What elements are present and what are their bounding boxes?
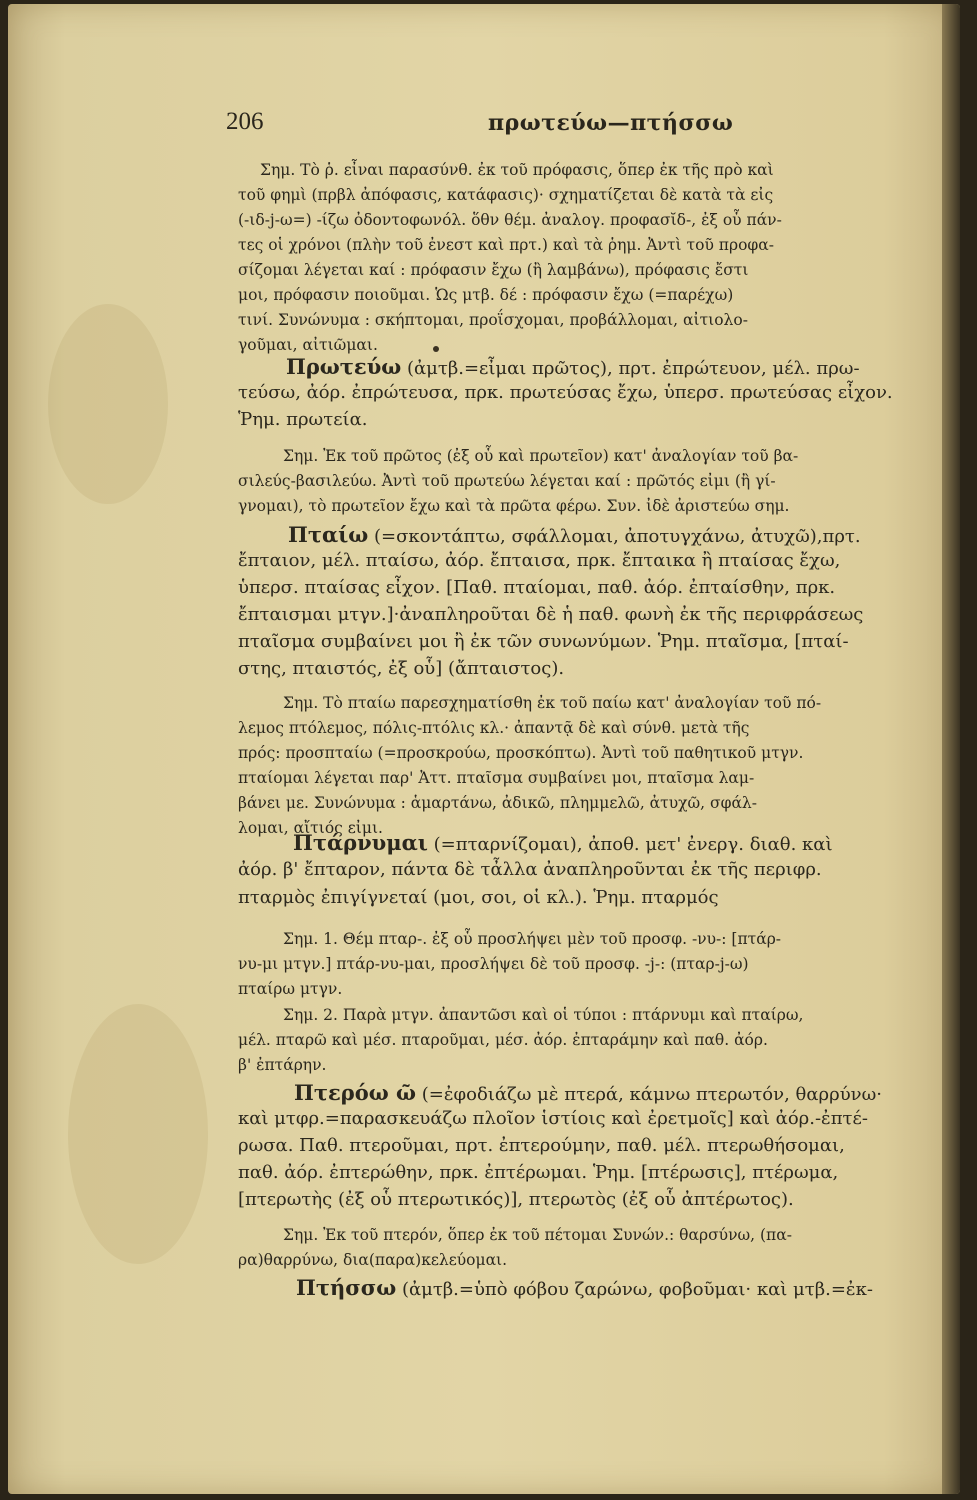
entry-first-line: [293, 830, 833, 855]
entry-first-line: [286, 354, 860, 379]
entry-line: ἔπταιον, μέλ. πταίσω, ἀόρ. ἔπταισα, πρκ. ἔπταικα ἢ πταίσας ἔχω,: [238, 550, 841, 571]
note-line: μέλ. πταρῶ καὶ μέσ. πταροῦμαι, μέσ. ἀόρ. ἐπταράμην καὶ παθ. ἀόρ.: [238, 1031, 768, 1049]
entry-definition: (=ἐφοδιάζω μὲ πτερά, κάμνω πτερωτόν, θαρρύνω·: [421, 1084, 882, 1105]
entry-lemma: Πτήσσω: [296, 1275, 397, 1300]
entry-definition: (ἀμτβ.=ὑπὸ φόβου ζαρώνω, φοβοῦμαι· καὶ μτβ.=ἐκ-: [401, 1279, 873, 1300]
entry-lemma: Πτάρνυμαι: [293, 830, 428, 855]
note-line: Σημ. 1. Θέμ πταρ-. ἐξ οὗ προσλήψει μὲν τοῦ προσφ. -νυ-: [πτάρ-: [283, 930, 782, 948]
note-line: σιλεύς-βασιλεύω. Ἀντὶ τοῦ πρωτεύω λέγεται καί : πρῶτός εἰμι (ἢ γί-: [238, 472, 776, 490]
entry-line: ὑπερσ. πταίσας εἶχον. [Παθ. πταίομαι, παθ. ἀόρ. ἐπταίσθην, πρκ.: [238, 577, 836, 598]
dictionary-body: [8, 4, 960, 1494]
note-line: τες οἱ χρόνοι (πλὴν τοῦ ἐνεστ καὶ πρτ.) καὶ τὰ ῥημ. Ἀντὶ τοῦ προφα-: [238, 236, 774, 254]
note-line: Σημ. Τὸ ῥ. εἶναι παρασύνθ. ἐκ τοῦ πρόφασις, ὅπερ ἐκ τῆς πρὸ καὶ: [260, 161, 774, 179]
note-line: πταίρω μτγν.: [238, 980, 343, 998]
note-line: Σημ. Τὸ πταίω παρεσχηματίσθη ἐκ τοῦ παίω κατ' ἀναλογίαν τοῦ πό-: [283, 694, 822, 712]
entry-line: ἔπταισμαι μτγν.]·ἀναπληροῦται δὲ ἡ παθ. φωνὴ ἐκ τῆς περιφράσεως: [238, 604, 864, 625]
note-line: τοῦ φημὶ (πρβλ ἀπόφασις, κατάφασις)· σχηματίζεται δὲ κατὰ τὰ εἰς: [238, 186, 774, 204]
note-line: σίζομαι λέγεται καί : πρόφασιν ἔχω (ἢ λαμβάνω), πρόφασις ἔστι: [238, 261, 749, 279]
note-line: (-ιδ-j-ω=) -ίζω ὀδοντοφωνόλ. ὅθν θέμ. ἀναλογ. προφασῐδ-, ἐξ οὗ πάν-: [238, 211, 782, 229]
entry-line: πταρμὸς ἐπιγίγνεταί (μοι, σοι, οἱ κλ.). Ῥημ. πταρμός: [238, 887, 719, 908]
note-line: γοῦμαι, αἰτιῶμαι.: [238, 336, 378, 354]
entry-line: [πτερωτὴς (ἐξ οὗ πτερωτικός)], πτερωτὸς (ἐξ οὗ ἀπτέρωτος).: [238, 1189, 794, 1210]
note-line: λεμος πτόλεμος, πόλις-πτόλις κλ.· ἀπαντᾷ δὲ καὶ σύνθ. μετὰ τῆς: [238, 719, 750, 737]
entry-line: πταῖσμα συμβαίνει μοι ἢ ἐκ τῶν συνωνύμων. Ῥημ. πταῖσμα, [πταί-: [238, 631, 849, 652]
note-line: Σημ. Ἐκ τοῦ πτερόν, ὅπερ ἐκ τοῦ πέτομαι Συνών.: θαρσύνω, (πα-: [283, 1226, 792, 1244]
note-line: τινί. Συνώνυμα : σκήπτομαι, προΐσχομαι, προβάλλομαι, αἰτιολο-: [238, 311, 748, 329]
entry-definition: (=πταρνίζομαι), ἀποθ. μετ' ἐνεργ. διαθ. καὶ: [433, 834, 833, 855]
entry-definition: (=σκοντάπτω, σφάλλομαι, ἀποτυγχάνω, ἀτυχῶ),πρτ.: [374, 526, 861, 547]
entry-line: ρωσα. Παθ. πτεροῦμαι, πρτ. ἐπτερούμην, παθ. μέλ. πτερωθήσομαι,: [238, 1135, 845, 1156]
note-line: νυ-μι μτγν.] πτάρ-νυ-μαι, προσλήψει δὲ τοῦ προσφ. -j-: (πταρ-j-ω): [238, 955, 749, 973]
entry-lemma: Πταίω: [288, 522, 369, 547]
entry-line: ἀόρ. β' ἔπταρον, πάντα δὲ τἆλλα ἀναπληροῦνται ἐκ τῆς περιφρ.: [238, 859, 822, 880]
book-page: [8, 4, 960, 1494]
note-line: Σημ. 2. Παρὰ μτγν. ἀπαντῶσι καὶ οἱ τύποι : πτάρνυμι καὶ πταίρω,: [283, 1006, 804, 1024]
entry-line: Ῥημ. πρωτεία.: [238, 409, 368, 430]
note-line: γνομαι), τὸ πρωτεῖον ἔχω καὶ τὰ πρῶτα φέρω. Συν. ἰδὲ ἀριστεύω σημ.: [238, 497, 790, 515]
entry-first-line: [288, 522, 861, 547]
running-head: πρωτεύω—πτήσσω: [488, 110, 734, 136]
note-line: β' ἐπτάρην.: [238, 1056, 327, 1074]
entry-line: παθ. ἀόρ. ἐπτερώθην, πρκ. ἐπτέρωμαι. Ῥημ. [πτέρωσις], πτέρωμα,: [238, 1162, 839, 1183]
note-line: πρός: προσπταίω (=προσκρούω, προσκόπτω). Ἀντὶ τοῦ παθητικοῦ μτγν.: [238, 744, 804, 762]
entry-lemma: Πρωτεύω: [286, 354, 402, 379]
page-number: 206: [226, 108, 264, 135]
note-line: πταίομαι λέγεται παρ' Ἀττ. πταῖσμα συμβαίνει μοι, πταῖσμα λαμ-: [238, 769, 755, 787]
ink-mark: [433, 346, 439, 352]
entry-first-line: [294, 1080, 882, 1105]
entry-line: τεύσω, ἀόρ. ἐπρώτευσα, πρκ. πρωτεύσας ἔχω, ὑπερσ. πρωτεύσας εἶχον.: [238, 382, 893, 403]
entry-line: καὶ μτφρ.=παρασκευάζω πλοῖον ἱστίοις καὶ ἐρετμοῖς] καὶ ἀόρ.-ἐπτέ-: [238, 1108, 868, 1129]
note-line: ρα)θαρρύνω, δια(παρα)κελεύομαι.: [238, 1251, 508, 1269]
entry-lemma: Πτερόω ῶ: [294, 1080, 417, 1105]
note-line: βάνει με. Συνώνυμα : ἁμαρτάνω, ἀδικῶ, πλημμελῶ, ἀτυχῶ, σφάλ-: [238, 794, 757, 812]
note-line: λομαι, αἴτιός εἰμι.: [238, 819, 383, 837]
entry-definition: (ἀμτβ.=εἶμαι πρῶτος), πρτ. ἐπρώτευον, μέλ. πρω-: [407, 358, 860, 379]
entry-first-line: [296, 1275, 873, 1300]
note-line: Σημ. Ἐκ τοῦ πρῶτος (ἐξ οὗ καὶ πρωτεῖον) κατ' ἀναλογίαν τοῦ βα-: [283, 447, 799, 465]
entry-line: στης, πταιστός, ἐξ οὗ] (ἄπταιστος).: [238, 658, 565, 679]
note-line: μοι, πρόφασιν ποιοῦμαι. Ὡς μτβ. δέ : πρόφασιν ἔχω (=παρέχω): [238, 286, 734, 304]
